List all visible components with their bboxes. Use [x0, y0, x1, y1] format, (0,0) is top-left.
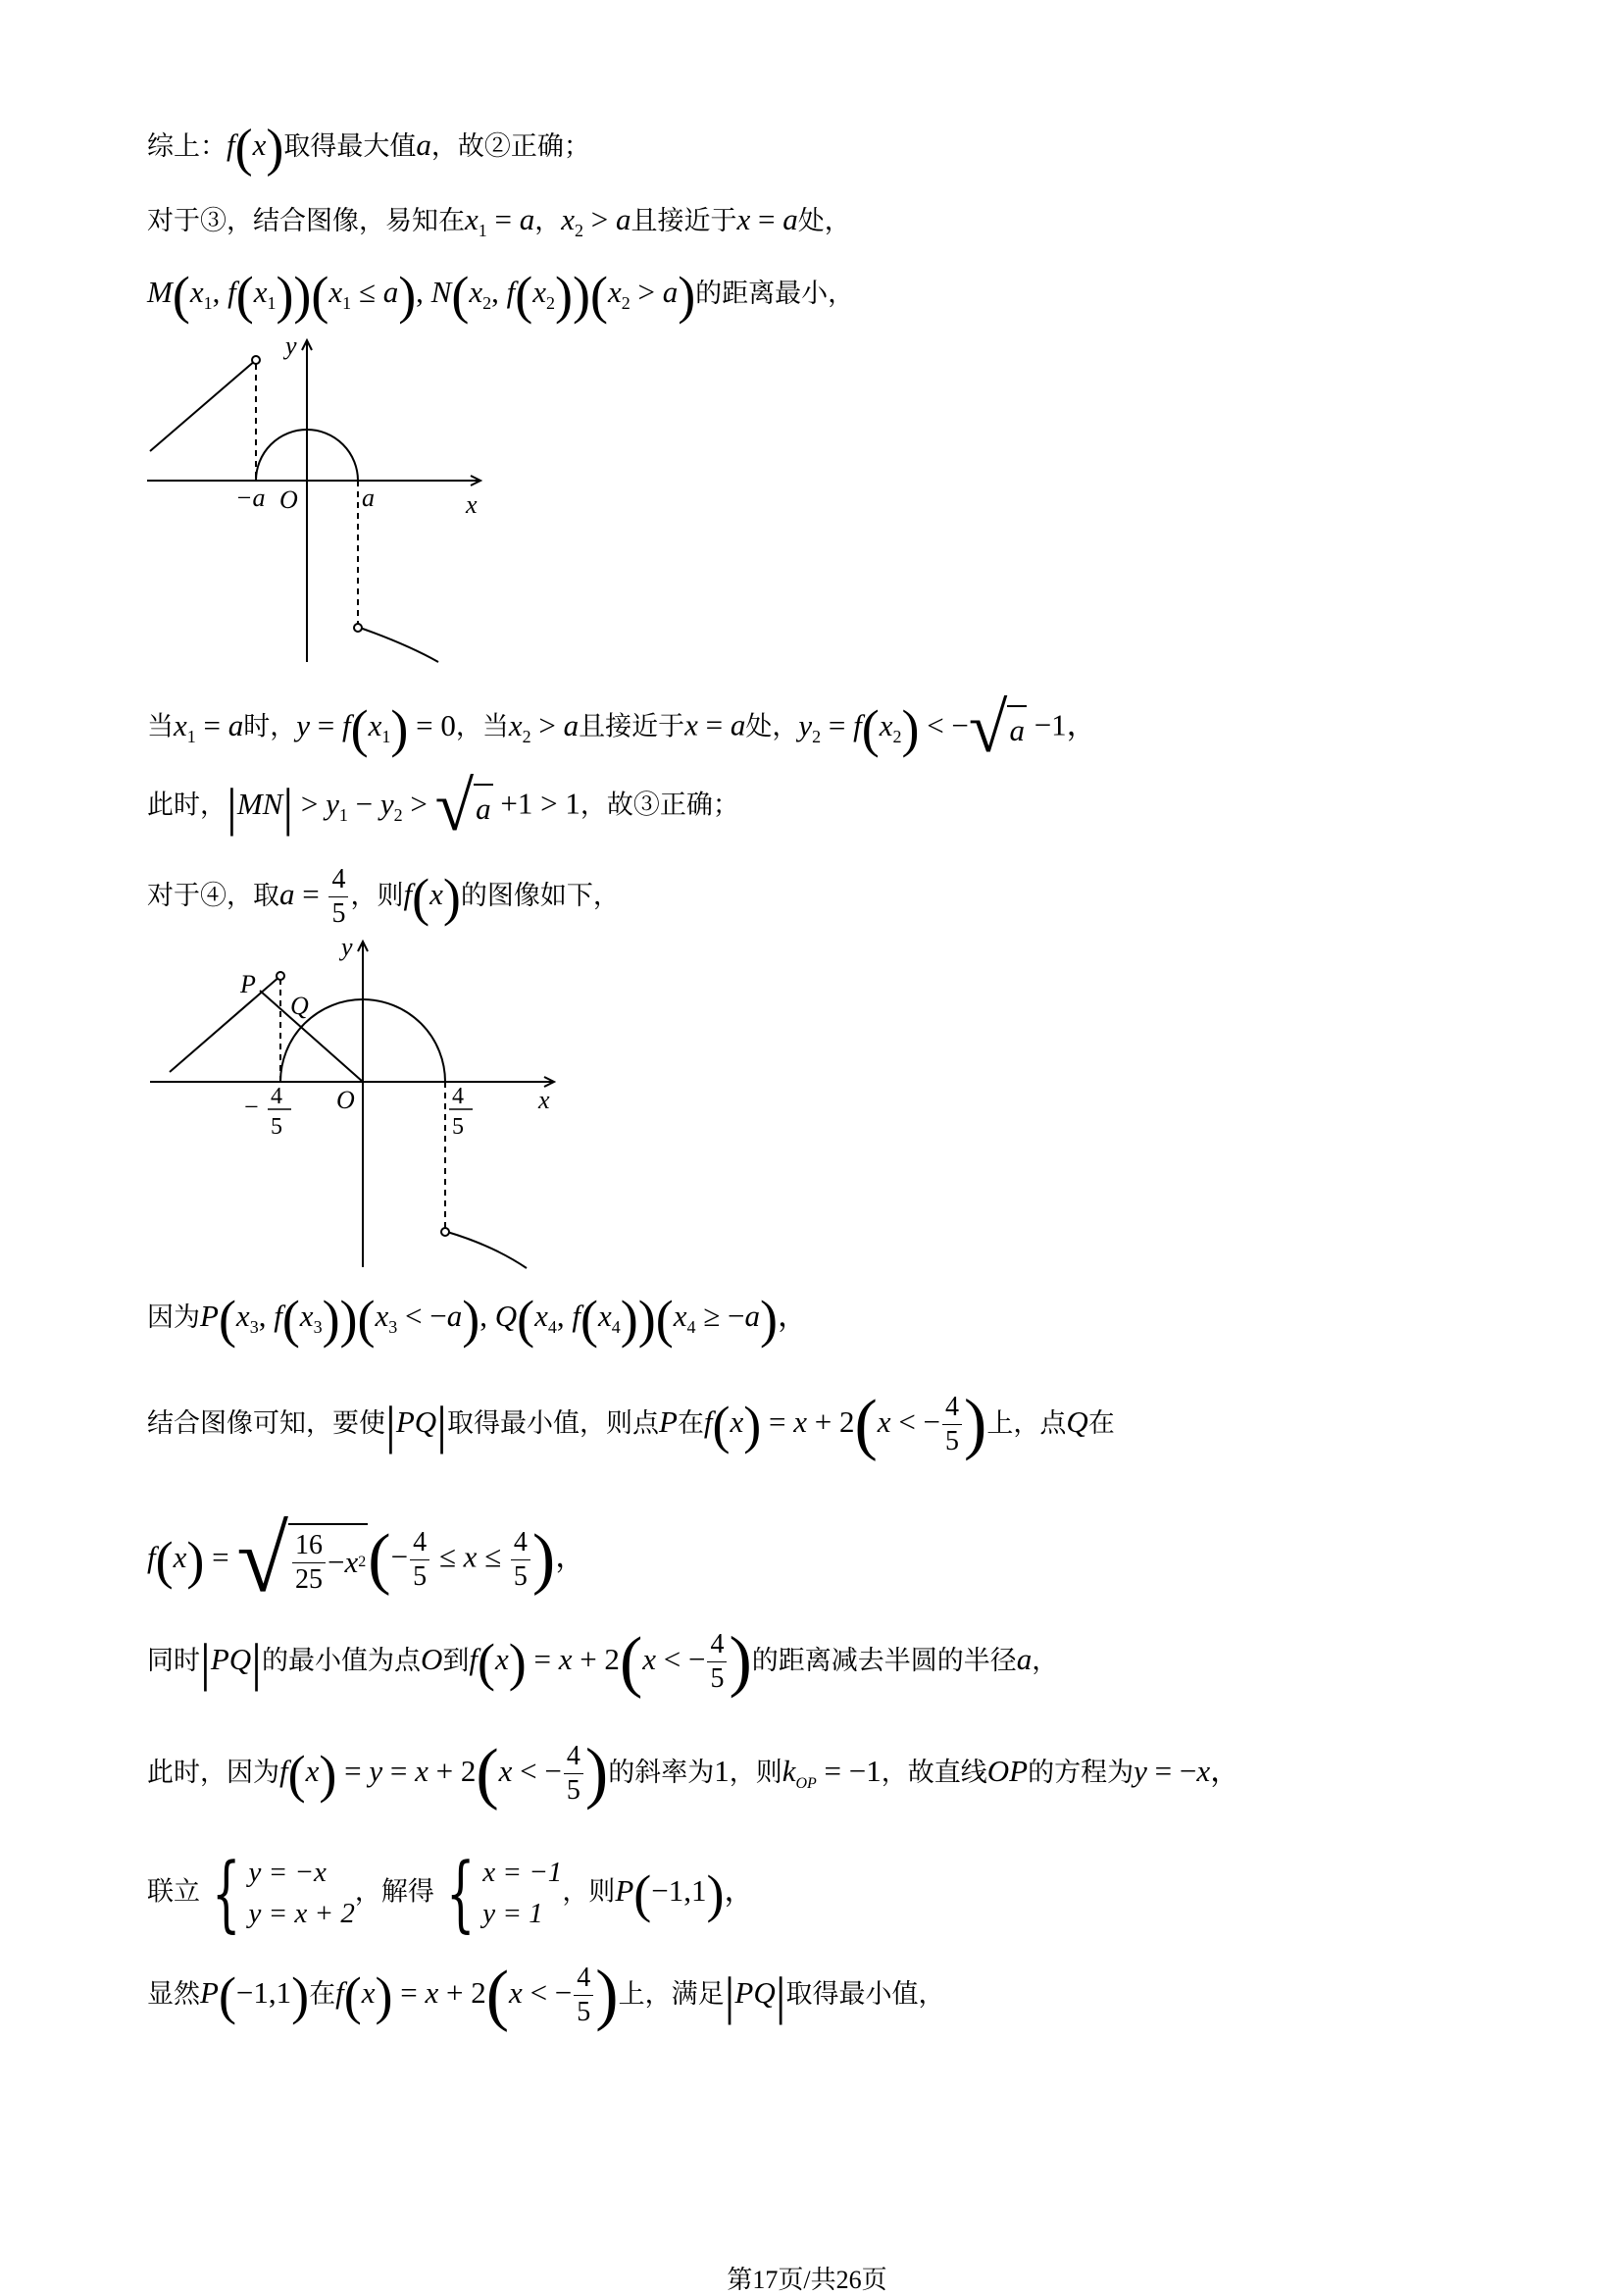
left-den-label: 5 [271, 1114, 282, 1140]
left-num-label: 4 [271, 1084, 282, 1109]
text-line-4: 当$x_1 = a$时，$y = f(x_1) = 0$，当$x_2 > a$且接近于x = a处，$y_2 = f(x_2)$ < − √ a −1， [147, 689, 1097, 767]
y-label: y [285, 332, 297, 360]
text-line-2: 对于③，结合图像，易知在$x_1 = a$，$x_2 > a$且接近于x = a处， [147, 202, 851, 241]
text-line-11: 此时，因为f(x) = y = x + 2(x < − $\frac{4}{5}$ )的斜率为1，则$k_{OP} = -1$，故直线OP的方程为y = −x， [147, 1735, 1241, 1811]
x-label: x [466, 490, 478, 519]
text-line-3: $M(x_1$, $f(x_1))(x_1 \le a)$, $N(x_2$, $f(x_2))(x_2 > a)$的距离最小， [147, 265, 855, 325]
text-line-10: 同时|PQ|的最小值为点O到f(x) = x + 2(x < − $\frac{4}{5}$ )的距离减去半圆的半径a， [147, 1623, 1059, 1700]
right-den-label: 5 [452, 1114, 464, 1140]
right-curve [447, 1232, 527, 1268]
figure-2-graph [142, 932, 574, 1275]
open-point-bottom [354, 624, 362, 632]
text-line-5: 此时，$|MN| > y_1 - y_2$ > √ a +1 > 1，故③正确； [147, 767, 739, 845]
page-footer: 第17页/共26页 [727, 2266, 887, 2294]
point-p-label: P [240, 970, 256, 998]
text-line-7: 因为$P(x_3$, $f(x_3))(x_3 < -a)$, $Q(x_4$, $f(x_4))(x_4 \ge -a)$， [147, 1289, 808, 1349]
text-line-8: 结合图像可知，要使|PQ|取得最小值，则点P在f(x) = x + 2(x < − $\frac{4}{5}$ )上，点Q在 [147, 1386, 1115, 1462]
system-1: { y = −x y = x + 2 [212, 1845, 355, 1941]
right-num-label: 4 [452, 1084, 464, 1109]
neg-sign-label: − [244, 1093, 259, 1121]
segment-po [260, 991, 363, 1082]
system-2: { x = −1 y = 1 [445, 1845, 563, 1941]
text-line-13: 显然P(−1,1)在f(x) = x + 2(x < − $\frac{4}{5}$ )上，满足|PQ|取得最小值， [147, 1957, 945, 2033]
y-label: y [341, 933, 353, 961]
open-point-top [277, 972, 284, 980]
open-point-bottom [441, 1228, 449, 1236]
a-label: a [362, 484, 375, 512]
text-line-1: 综上：f(x)取得最大值a，故②正确； [147, 118, 590, 178]
x-label: x [538, 1086, 550, 1114]
point-q-label: Q [290, 992, 309, 1020]
left-ray [170, 976, 280, 1072]
open-point-top [252, 356, 260, 364]
figure-1-graph [142, 329, 495, 672]
text-line-6: 对于④，取a = $\frac{4}{5}$ ，则f(x)的图像如下， [147, 864, 620, 929]
left-ray [150, 360, 256, 451]
neg-a-label: −a [235, 484, 266, 512]
formula-pq: $P(x_3$, $f(x_3))(x_3 < -a)$, $Q(x_4$, $f(x_4))(x_4 \ge -a)$ [200, 1289, 778, 1349]
text-line-9: f(x) = √ $\frac{16}{25}$ − x 2 (− $\frac{4}{5}$ ≤ x ≤ $\frac{4}{5}$ )， [147, 1506, 586, 1611]
origin-label: O [279, 485, 298, 514]
right-curve [360, 628, 438, 662]
formula-mn: $M(x_1$, $f(x_1))(x_1 \le a)$, $N(x_2$, $f(x_2))(x_2 > a)$ [147, 265, 696, 325]
text-line-12: 联立 { y = −x y = x + 2 ，解得 { x = −1 y = 1 ，则P(−1,1)， [147, 1845, 755, 1941]
origin-label: O [336, 1086, 355, 1114]
